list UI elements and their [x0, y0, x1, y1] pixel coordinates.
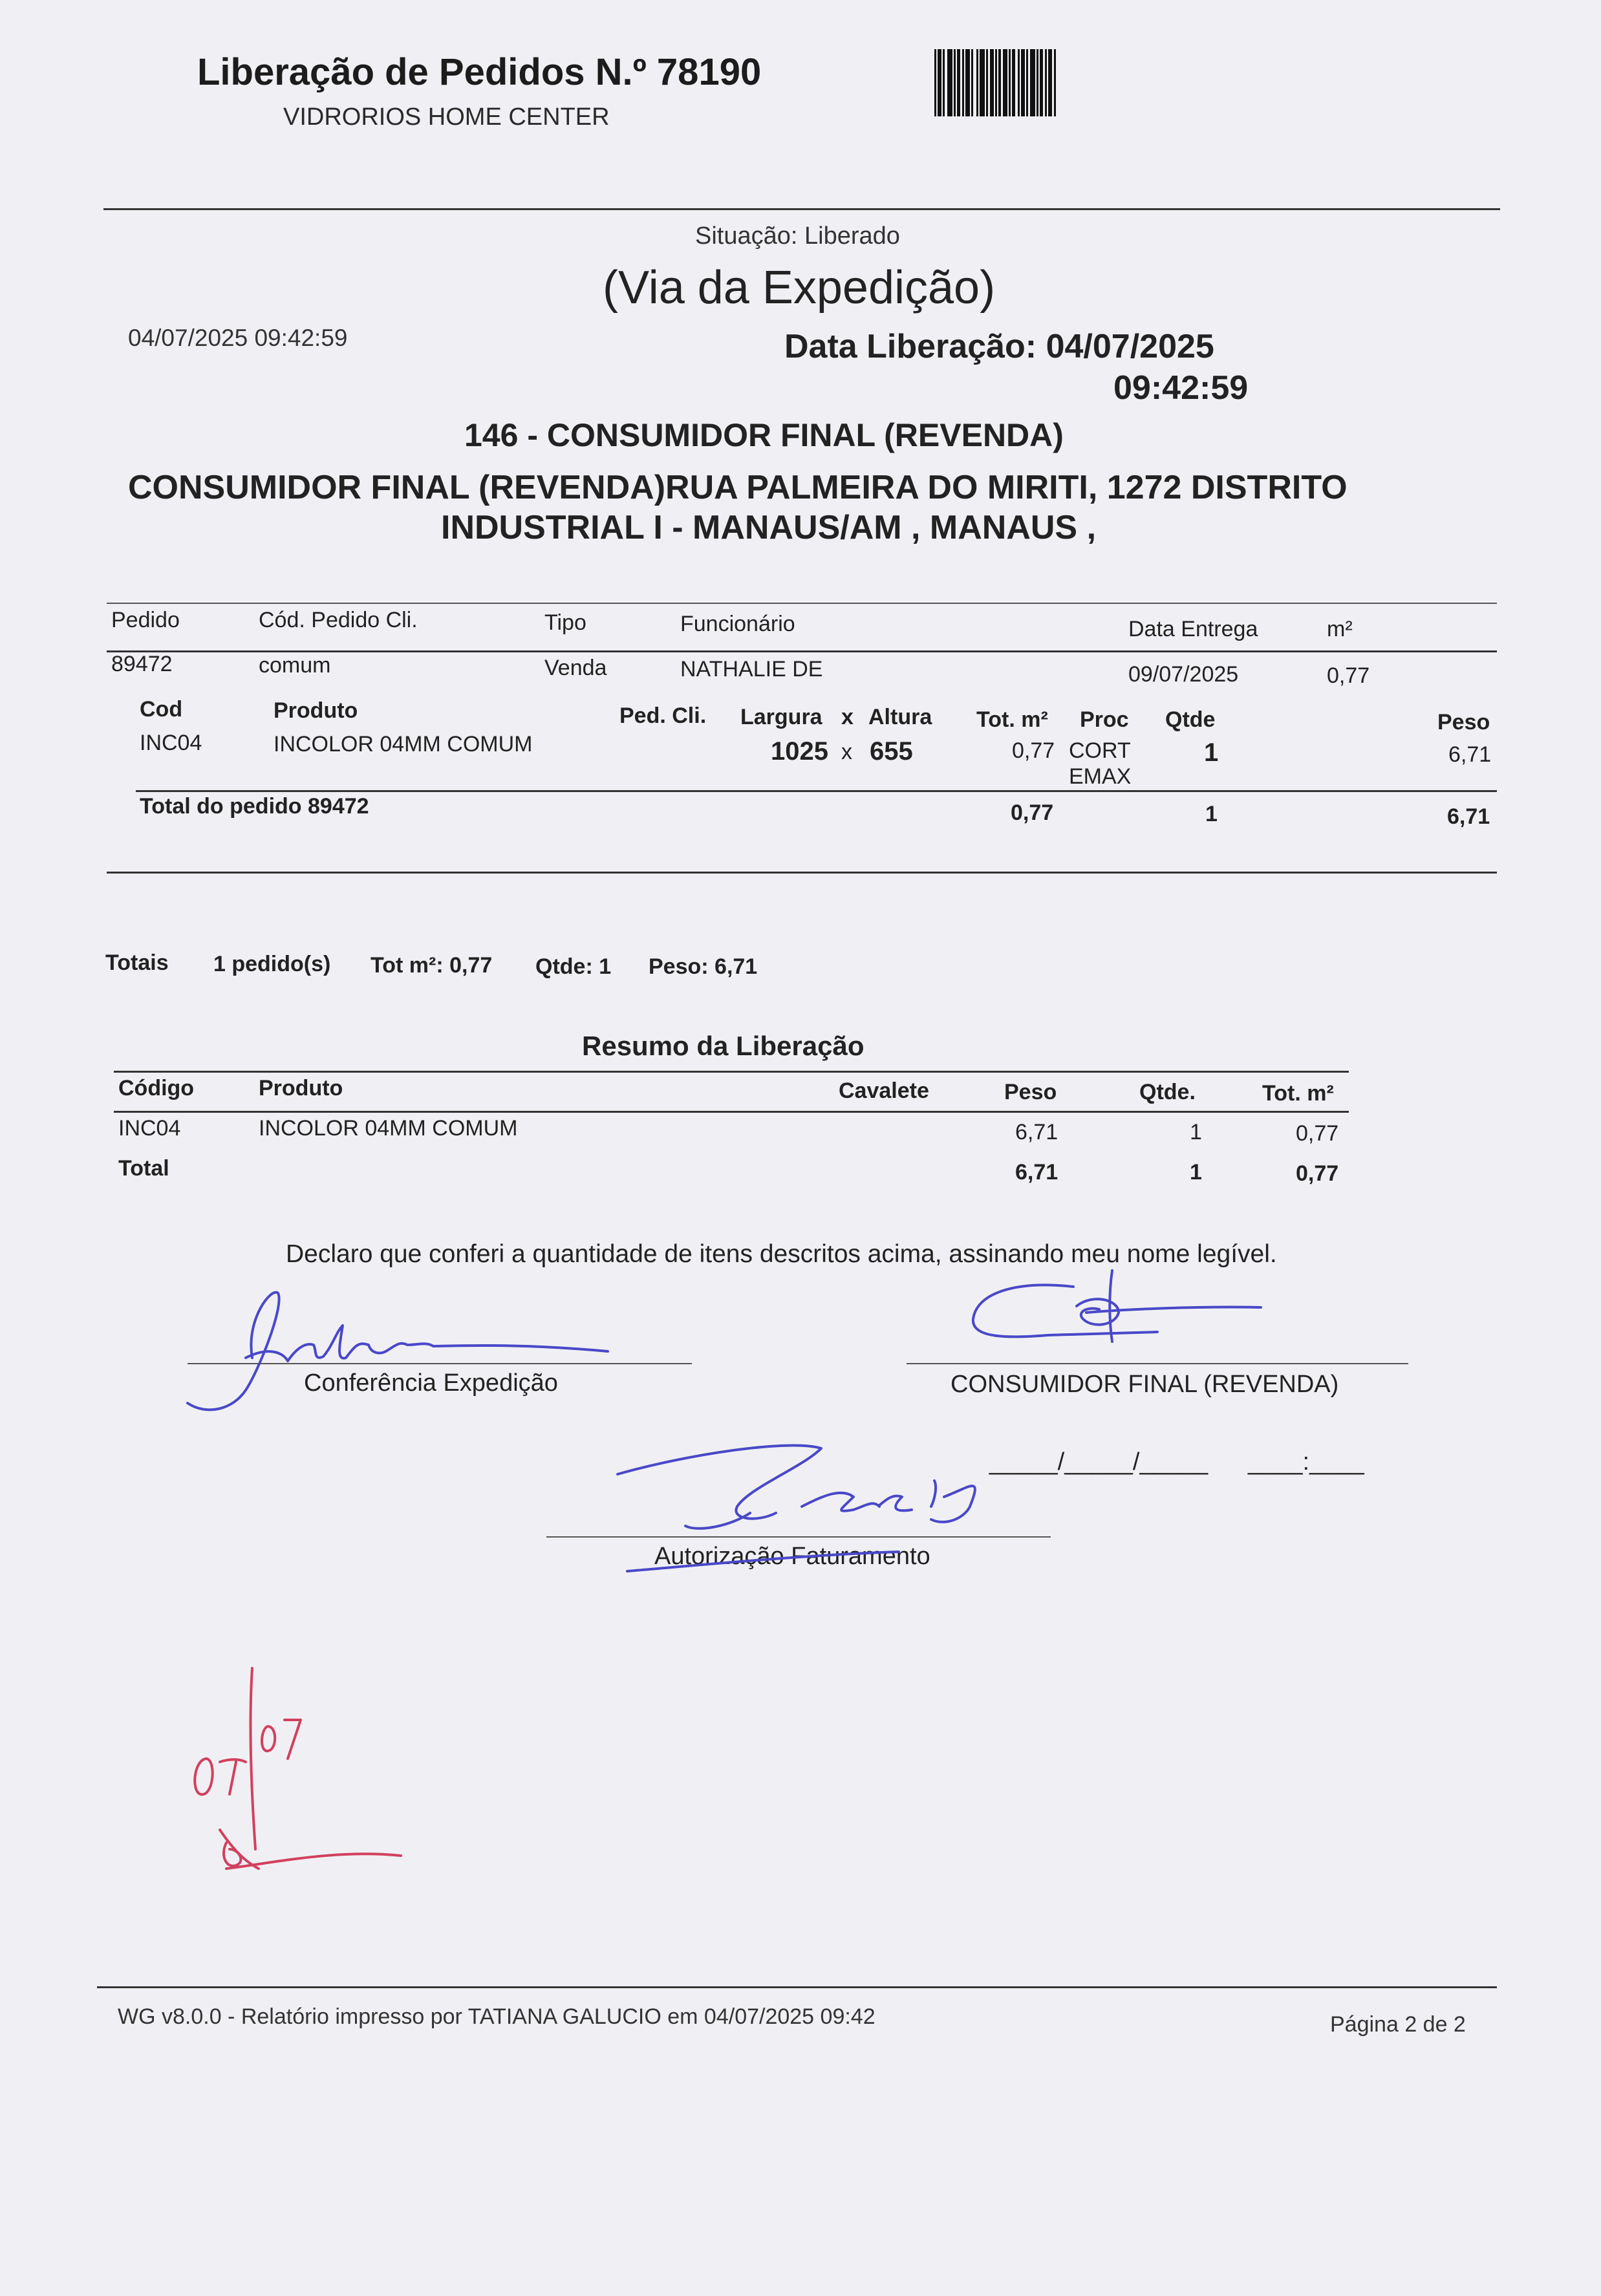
signature-label-conferencia: Conferência Expedição: [304, 1369, 558, 1397]
resumo-header-qtde: Qtde.: [1139, 1080, 1196, 1104]
resumo-header-cavalete: Cavalete: [839, 1078, 929, 1103]
divider: [114, 1071, 1349, 1073]
item-altura: 655: [870, 737, 913, 766]
company-name: VIDRORIOS HOME CENTER: [283, 103, 610, 131]
resumo-tot-m2: 0,77: [1296, 1121, 1339, 1146]
totals-tot-m2: Tot m²: 0,77: [371, 953, 493, 978]
header-qtde: Qtde: [1165, 707, 1216, 732]
resumo-peso: 6,71: [1015, 1120, 1058, 1144]
client-address-line1: CONSUMIDOR FINAL (REVENDA)RUA PALMEIRA DO MIRITI, 1272 DISTRITO: [128, 469, 1348, 506]
item-x: x: [841, 740, 852, 764]
header-funcionario: Funcionário: [680, 612, 795, 636]
order-number: 89472: [111, 652, 173, 676]
divider: [114, 1111, 1349, 1113]
time-blank: ____:____: [1248, 1448, 1364, 1475]
totals-pedidos: 1 pedido(s): [213, 952, 331, 976]
header-peso: Peso: [1437, 710, 1490, 735]
item-tot-m2: 0,77: [1012, 738, 1055, 763]
header-cod: Cod: [140, 697, 183, 722]
resumo-total-label: Total: [118, 1156, 169, 1181]
document-title: Liberação de Pedidos N.º 78190: [197, 51, 762, 93]
resumo-header-produto: Produto: [259, 1076, 343, 1100]
divider: [103, 208, 1500, 210]
client-code-name: 146 - CONSUMIDOR FINAL (REVENDA): [464, 417, 1064, 453]
release-time: 09:42:59: [1113, 369, 1249, 407]
totals-qtde: Qtde: 1: [535, 954, 612, 979]
divider: [97, 1986, 1497, 1988]
header-ped-cli: Ped. Cli.: [619, 703, 707, 728]
order-employee: NATHALIE DE: [680, 657, 823, 681]
order-total-peso: 6,71: [1447, 804, 1490, 829]
declaration-text: Declaro que conferi a quantidade de itens descritos acima, assinando meu nome legível.: [286, 1240, 1277, 1268]
resumo-codigo: INC04: [118, 1116, 181, 1141]
resumo-produto: INCOLOR 04MM COMUM: [259, 1116, 518, 1141]
signature-autorizacao-icon: [608, 1435, 989, 1591]
header-pedido: Pedido: [111, 608, 180, 632]
resumo-qtde: 1: [1190, 1120, 1202, 1144]
item-largura: 1025: [771, 737, 828, 766]
resumo-header-tot-m2: Tot. m²: [1262, 1081, 1334, 1106]
order-total-m2: 0,77: [1011, 800, 1054, 825]
order-m2: 0,77: [1327, 663, 1370, 688]
status-text: Situação: Liberado: [695, 222, 900, 250]
header-proc: Proc: [1080, 707, 1129, 732]
order-type: Venda: [544, 656, 607, 680]
signature-label-cliente: CONSUMIDOR FINAL (REVENDA): [951, 1371, 1339, 1398]
resumo-header-codigo: Código: [118, 1076, 195, 1100]
header-largura: Largura: [740, 705, 822, 729]
resumo-total-tot-m2: 0,77: [1296, 1161, 1339, 1186]
header-altura: Altura: [868, 705, 932, 729]
barcode-icon: [934, 49, 1180, 116]
print-datetime: 04/07/2025 09:42:59: [128, 325, 348, 351]
header-produto: Produto: [274, 698, 358, 723]
footer-page-number: Página 2 de 2: [1330, 2012, 1466, 2037]
order-total-qtde: 1: [1205, 802, 1218, 826]
divider: [107, 603, 1497, 604]
item-produto: INCOLOR 04MM COMUM: [274, 732, 533, 756]
item-qtde: 1: [1204, 738, 1219, 767]
release-date: Data Liberação: 04/07/2025: [784, 328, 1214, 365]
header-x: x: [841, 705, 854, 729]
header-m2: m²: [1327, 617, 1353, 641]
date-blank: _____/_____/_____: [989, 1448, 1209, 1475]
signature-conferencia-icon: [175, 1280, 627, 1429]
via-title: (Via da Expedição): [603, 262, 996, 314]
header-data-entrega: Data Entrega: [1128, 617, 1258, 641]
divider: [136, 790, 1497, 792]
item-peso: 6,71: [1448, 742, 1492, 767]
divider: [107, 872, 1497, 874]
signature-cliente-icon: [963, 1267, 1274, 1358]
resumo-header-peso: Peso: [1004, 1080, 1057, 1104]
totals-label: Totais: [105, 950, 169, 975]
order-total-label: Total do pedido 89472: [140, 794, 369, 819]
handwritten-date-note-icon: [181, 1655, 414, 1901]
header-tipo: Tipo: [544, 610, 586, 635]
item-proc-line1: CORT: [1069, 738, 1131, 763]
totals-peso: Peso: 6,71: [649, 954, 758, 979]
resumo-total-qtde: 1: [1190, 1160, 1202, 1185]
resumo-total-peso: 6,71: [1015, 1160, 1058, 1185]
footer-report-info: WG v8.0.0 - Relatório impresso por TATIANA GALUCIO em 04/07/2025 09:42: [118, 2004, 876, 2029]
signature-label-autorizacao: Autorização Faturamento: [654, 1543, 930, 1570]
header-tot-m2: Tot. m²: [976, 707, 1048, 732]
divider: [107, 650, 1497, 652]
item-cod: INC04: [140, 731, 202, 755]
client-address-line2: INDUSTRIAL I - MANAUS/AM , MANAUS ,: [441, 509, 1097, 546]
item-proc-line2: EMAX: [1069, 764, 1132, 789]
signature-line: [907, 1363, 1408, 1364]
order-client-code: comum: [259, 653, 331, 678]
resumo-title: Resumo da Liberação: [582, 1031, 865, 1061]
header-cod-pedido-cli: Cód. Pedido Cli.: [259, 608, 418, 632]
order-delivery-date: 09/07/2025: [1128, 662, 1239, 687]
